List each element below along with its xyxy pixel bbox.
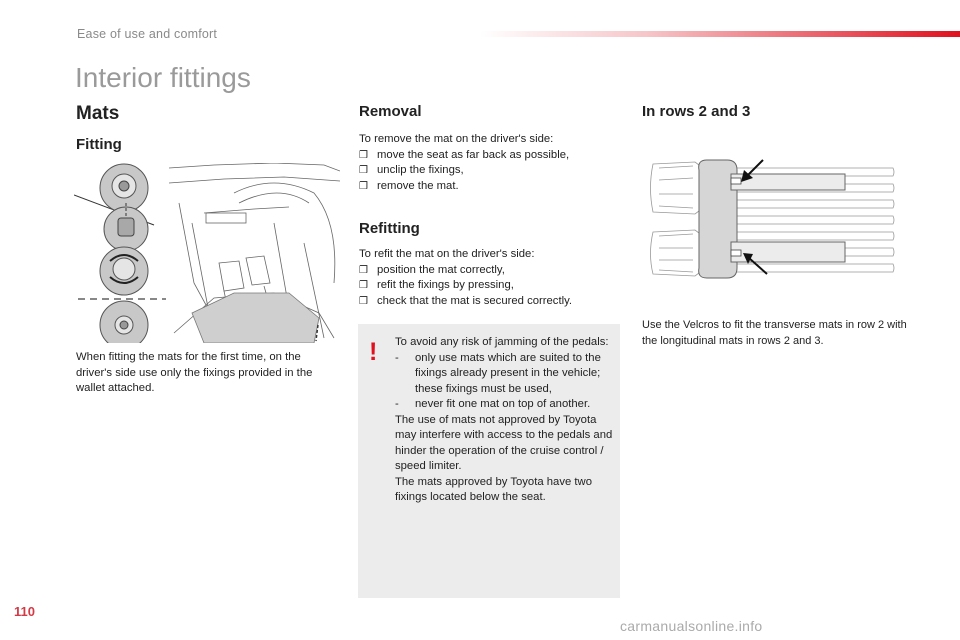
warning-para-1: The use of mats not approved by Toyota may interfere with access to the pedals and hinder the operation of the cruise control / speed limiter. bbox=[395, 413, 613, 472]
refitting-steps bbox=[359, 263, 621, 310]
checkbox-bullet-icon: ❒ bbox=[359, 264, 368, 276]
warning-box bbox=[358, 324, 620, 598]
warning-item: - never fit one mat on top of another. bbox=[395, 398, 591, 410]
refitting-step: ❒ refit the fixings by pressing, bbox=[359, 278, 621, 294]
rows-mats-illustration bbox=[645, 150, 897, 280]
removal-steps bbox=[359, 148, 619, 195]
exclamation-icon: ! bbox=[369, 338, 378, 366]
refitting-intro: To refit the mat on the driver's side: bbox=[359, 248, 535, 260]
page-title: Interior fittings bbox=[75, 62, 251, 93]
refitting-step: ❒ check that the mat is secured correctly. bbox=[359, 294, 621, 310]
checkbox-bullet-icon: ❒ bbox=[359, 280, 368, 291]
removal-step: ❒ unclip the fixings, bbox=[359, 163, 619, 179]
warning-para-2: The mats approved by Toyota have two fixings located below the seat. bbox=[395, 475, 592, 503]
fitting-heading: Fitting bbox=[76, 136, 122, 153]
checkbox-bullet-icon: ❒ bbox=[359, 295, 368, 307]
removal-heading: Removal bbox=[359, 103, 422, 120]
removal-intro: To remove the mat on the driver's side: bbox=[359, 133, 554, 145]
watermark: carmanualsonline.info bbox=[620, 618, 763, 634]
header-accent-bar bbox=[480, 31, 960, 37]
refitting-block bbox=[359, 247, 621, 309]
page-number: 110 bbox=[14, 604, 35, 619]
refitting-step: ❒ position the mat correctly, bbox=[359, 263, 621, 279]
checkbox-bullet-icon: ❒ bbox=[359, 180, 368, 192]
removal-step: ❒ move the seat as far back as possible, bbox=[359, 148, 619, 164]
warning-intro: To avoid any risk of jamming of the pedals: bbox=[395, 336, 609, 348]
fitting-text: When fitting the mats for the first time, on the driver's side use only the fixings provided in the wallet attached. bbox=[76, 351, 313, 394]
refitting-heading: Refitting bbox=[359, 220, 420, 237]
checkbox-bullet-icon: ❒ bbox=[359, 165, 368, 176]
section-label: Ease of use and comfort bbox=[77, 27, 218, 41]
removal-block bbox=[359, 132, 619, 194]
mats-heading: Mats bbox=[76, 103, 120, 124]
removal-step: ❒ remove the mat. bbox=[359, 179, 619, 195]
rows-caption: Use the Velcros to fit the transverse mats in row 2 with the longitudinal mats in rows 2 and 3. bbox=[642, 319, 907, 347]
checkbox-bullet-icon: ❒ bbox=[359, 149, 368, 161]
fitting-illustration bbox=[74, 163, 340, 343]
warning-text bbox=[395, 335, 617, 506]
rows-heading: In rows 2 and 3 bbox=[642, 103, 751, 120]
warning-item: - only use mats which are suited to the fixings already present in the vehicle; these fixings must be used, bbox=[395, 351, 601, 395]
